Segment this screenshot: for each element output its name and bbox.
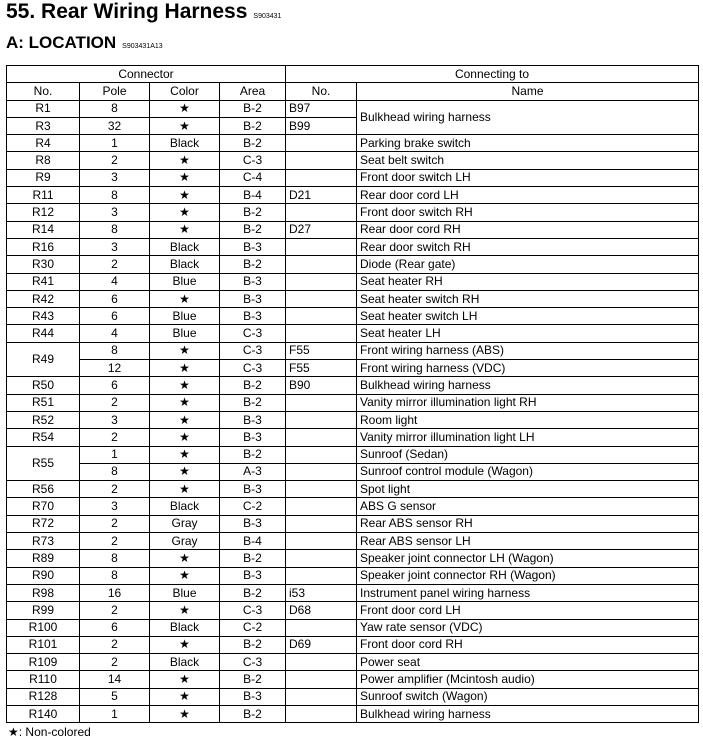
connecting-name-cell: Vanity mirror illumination light LH — [357, 429, 699, 446]
connector-no-cell: R73 — [7, 533, 80, 550]
color-cell: ★ — [150, 481, 220, 498]
table-row — [7, 152, 699, 169]
area-cell: B-2 — [220, 100, 286, 117]
pole-cell: 6 — [80, 619, 150, 636]
table-row — [7, 584, 699, 601]
connecting-name-cell: Sunroof (Sedan) — [357, 446, 699, 463]
connecting-name-cell: ABS G sensor — [357, 498, 699, 515]
connecting-no-cell: F55 — [286, 342, 357, 359]
section-code: S903431 — [253, 13, 282, 20]
area-cell: B-2 — [220, 584, 286, 601]
pole-cell: 2 — [80, 256, 150, 273]
color-cell: ★ — [150, 221, 220, 238]
color-cell: Black — [150, 135, 220, 152]
connecting-no-cell: i53 — [286, 584, 357, 601]
area-cell: B-3 — [220, 308, 286, 325]
color-cell: ★ — [150, 567, 220, 584]
connecting-name-cell: Speaker joint connector RH (Wagon) — [357, 567, 699, 584]
area-cell: B-4 — [220, 533, 286, 550]
connector-no-cell: R56 — [7, 481, 80, 498]
connector-no-cell: R128 — [7, 688, 80, 705]
connecting-name-cell: Power seat — [357, 654, 699, 671]
connecting-name-cell: Rear door switch RH — [357, 238, 699, 255]
color-cell: Blue — [150, 325, 220, 342]
connecting-no-cell — [286, 688, 357, 705]
connecting-name-cell: Seat belt switch — [357, 152, 699, 169]
pole-cell: 2 — [80, 533, 150, 550]
connector-no-cell: R55 — [7, 446, 80, 481]
area-cell: B-2 — [220, 671, 286, 688]
connecting-name-cell: Parking brake switch — [357, 135, 699, 152]
connecting-no-column-header: No. — [286, 83, 357, 100]
connecting-no-cell — [286, 481, 357, 498]
connector-no-cell: R70 — [7, 498, 80, 515]
subsection-title: A: LOCATION S903431A13 — [6, 33, 163, 52]
connector-table — [6, 65, 699, 723]
connecting-name-cell: Yaw rate sensor (VDC) — [357, 619, 699, 636]
connector-no-cell: R9 — [7, 169, 80, 186]
pole-cell: 8 — [80, 187, 150, 204]
area-cell: C-3 — [220, 325, 286, 342]
table-body — [7, 100, 699, 723]
pole-cell: 12 — [80, 360, 150, 377]
connector-no-cell: R14 — [7, 221, 80, 238]
pole-cell: 8 — [80, 221, 150, 238]
color-cell: Gray — [150, 533, 220, 550]
area-cell: C-3 — [220, 152, 286, 169]
connecting-no-cell — [286, 429, 357, 446]
connecting-no-cell — [286, 411, 357, 428]
connecting-no-cell — [286, 394, 357, 411]
area-cell: B-2 — [220, 636, 286, 653]
table-row — [7, 654, 699, 671]
connecting-name-cell: Front wiring harness (VDC) — [357, 360, 699, 377]
table-row — [7, 204, 699, 221]
pole-cell: 2 — [80, 636, 150, 653]
connecting-name-cell: Front door switch LH — [357, 169, 699, 186]
connecting-name-cell: Rear ABS sensor RH — [357, 515, 699, 532]
color-cell: ★ — [150, 100, 220, 117]
pole-cell: 2 — [80, 602, 150, 619]
color-cell: Black — [150, 256, 220, 273]
pole-cell: 1 — [80, 135, 150, 152]
color-cell: ★ — [150, 117, 220, 134]
area-cell: B-2 — [220, 204, 286, 221]
table-row — [7, 238, 699, 255]
no-column-header: No. — [7, 83, 80, 100]
table-row — [7, 533, 699, 550]
pole-cell: 2 — [80, 481, 150, 498]
pole-cell: 8 — [80, 100, 150, 117]
color-cell: Blue — [150, 273, 220, 290]
area-cell: B-2 — [220, 394, 286, 411]
table-row — [7, 463, 699, 480]
table-row — [7, 342, 699, 359]
connector-no-cell: R51 — [7, 394, 80, 411]
connecting-name-cell: Seat heater switch LH — [357, 308, 699, 325]
area-cell: C-3 — [220, 602, 286, 619]
color-cell: ★ — [150, 636, 220, 653]
table-row — [7, 256, 699, 273]
connector-no-cell: R43 — [7, 308, 80, 325]
connector-no-cell: R72 — [7, 515, 80, 532]
color-cell: Blue — [150, 584, 220, 601]
connector-no-cell: R30 — [7, 256, 80, 273]
connecting-no-cell — [286, 204, 357, 221]
area-cell: B-3 — [220, 273, 286, 290]
connecting-name-cell: Instrument panel wiring harness — [357, 584, 699, 601]
table-row — [7, 636, 699, 653]
color-cell: ★ — [150, 204, 220, 221]
pole-cell: 1 — [80, 705, 150, 722]
connecting-name-cell: Room light — [357, 411, 699, 428]
table-row — [7, 498, 699, 515]
pole-cell: 2 — [80, 515, 150, 532]
pole-cell: 6 — [80, 308, 150, 325]
connecting-no-cell — [286, 325, 357, 342]
color-cell: Gray — [150, 515, 220, 532]
connecting-no-cell: D21 — [286, 187, 357, 204]
area-column-header: Area — [220, 83, 286, 100]
color-cell: ★ — [150, 394, 220, 411]
area-cell: B-4 — [220, 187, 286, 204]
connecting-name-cell: Front door switch RH — [357, 204, 699, 221]
connecting-name-cell: Rear ABS sensor LH — [357, 533, 699, 550]
connecting-name-cell: Bulkhead wiring harness — [357, 377, 699, 394]
subsection-code: S903431A13 — [122, 43, 163, 50]
connecting-name-cell: Seat heater RH — [357, 273, 699, 290]
connector-no-cell: R100 — [7, 619, 80, 636]
table-row — [7, 187, 699, 204]
area-cell: B-3 — [220, 290, 286, 307]
connector-no-cell: R11 — [7, 187, 80, 204]
connecting-name-cell: Rear door cord LH — [357, 187, 699, 204]
table-row — [7, 290, 699, 307]
connecting-name-cell: Bulkhead wiring harness — [357, 100, 699, 135]
pole-cell: 3 — [80, 238, 150, 255]
connecting-name-cell: Front wiring harness (ABS) — [357, 342, 699, 359]
color-cell: ★ — [150, 602, 220, 619]
color-cell: ★ — [150, 360, 220, 377]
connecting-no-cell — [286, 308, 357, 325]
connector-no-cell: R49 — [7, 342, 80, 377]
connector-no-cell: R110 — [7, 671, 80, 688]
connecting-no-cell — [286, 290, 357, 307]
connecting-name-cell: Sunroof switch (Wagon) — [357, 688, 699, 705]
footnote: ★: Non-colored — [8, 725, 91, 739]
connector-no-cell: R101 — [7, 636, 80, 653]
connecting-no-cell: D69 — [286, 636, 357, 653]
pole-cell: 4 — [80, 325, 150, 342]
table-row — [7, 619, 699, 636]
area-cell: B-2 — [220, 446, 286, 463]
pole-cell: 8 — [80, 463, 150, 480]
pole-cell: 2 — [80, 429, 150, 446]
area-cell: B-2 — [220, 135, 286, 152]
connector-no-cell: R99 — [7, 602, 80, 619]
connecting-no-cell — [286, 567, 357, 584]
area-cell: B-2 — [220, 550, 286, 567]
table-row — [7, 221, 699, 238]
name-column-header: Name — [357, 83, 699, 100]
pole-cell: 2 — [80, 394, 150, 411]
table-row — [7, 567, 699, 584]
connecting-no-cell — [286, 238, 357, 255]
table-row — [7, 550, 699, 567]
connecting-name-cell: Speaker joint connector LH (Wagon) — [357, 550, 699, 567]
connecting-no-cell — [286, 705, 357, 722]
area-cell: B-2 — [220, 377, 286, 394]
area-cell: C-3 — [220, 360, 286, 377]
table-row — [7, 100, 699, 117]
connector-no-cell: R12 — [7, 204, 80, 221]
color-cell: Black — [150, 619, 220, 636]
connector-no-cell: R89 — [7, 550, 80, 567]
connecting-no-cell — [286, 152, 357, 169]
connecting-no-cell — [286, 515, 357, 532]
connector-no-cell: R42 — [7, 290, 80, 307]
table-row — [7, 169, 699, 186]
color-cell: ★ — [150, 152, 220, 169]
connecting-name-cell: Sunroof control module (Wagon) — [357, 463, 699, 480]
color-cell: ★ — [150, 342, 220, 359]
pole-column-header: Pole — [80, 83, 150, 100]
color-cell: ★ — [150, 550, 220, 567]
table-row — [7, 308, 699, 325]
connecting-no-cell: B90 — [286, 377, 357, 394]
connector-group-header: Connector — [7, 66, 286, 83]
connecting-no-cell: D68 — [286, 602, 357, 619]
connector-no-cell: R109 — [7, 654, 80, 671]
connecting-no-cell — [286, 550, 357, 567]
connecting-name-cell: Front door cord RH — [357, 636, 699, 653]
area-cell: A-3 — [220, 463, 286, 480]
area-cell: B-3 — [220, 238, 286, 255]
pole-cell: 3 — [80, 411, 150, 428]
connector-no-cell: R3 — [7, 117, 80, 134]
pole-cell: 6 — [80, 290, 150, 307]
pole-cell: 6 — [80, 377, 150, 394]
connecting-no-cell — [286, 169, 357, 186]
area-cell: B-3 — [220, 688, 286, 705]
area-cell: B-2 — [220, 221, 286, 238]
connecting-no-cell — [286, 533, 357, 550]
table-row — [7, 446, 699, 463]
pole-cell: 8 — [80, 342, 150, 359]
connector-no-cell: R52 — [7, 411, 80, 428]
table-row — [7, 515, 699, 532]
connecting-no-cell — [286, 671, 357, 688]
connecting-name-cell: Seat heater switch RH — [357, 290, 699, 307]
connecting-no-cell: B97 — [286, 100, 357, 117]
table-row — [7, 325, 699, 342]
color-cell: ★ — [150, 411, 220, 428]
color-cell: ★ — [150, 169, 220, 186]
table-row — [7, 602, 699, 619]
pole-cell: 8 — [80, 550, 150, 567]
connecting-no-cell — [286, 498, 357, 515]
color-cell: ★ — [150, 187, 220, 204]
connecting-name-cell: Front door cord LH — [357, 602, 699, 619]
connecting-name-cell: Power amplifier (Mcintosh audio) — [357, 671, 699, 688]
area-cell: B-3 — [220, 567, 286, 584]
area-cell: C-3 — [220, 342, 286, 359]
table-row — [7, 429, 699, 446]
area-cell: B-3 — [220, 429, 286, 446]
color-cell: ★ — [150, 688, 220, 705]
connecting-name-cell: Spot light — [357, 481, 699, 498]
pole-cell: 16 — [80, 584, 150, 601]
connecting-name-cell: Rear door cord RH — [357, 221, 699, 238]
connecting-no-cell — [286, 463, 357, 480]
connector-no-cell: R41 — [7, 273, 80, 290]
area-cell: B-3 — [220, 481, 286, 498]
connecting-no-cell: B99 — [286, 117, 357, 134]
area-cell: C-4 — [220, 169, 286, 186]
area-cell: B-3 — [220, 515, 286, 532]
connecting-no-cell — [286, 256, 357, 273]
area-cell: B-2 — [220, 117, 286, 134]
color-cell: Black — [150, 654, 220, 671]
connector-no-cell: R98 — [7, 584, 80, 601]
color-cell: Black — [150, 238, 220, 255]
connector-no-cell: R16 — [7, 238, 80, 255]
connecting-to-group-header: Connecting to — [286, 66, 699, 83]
table-row — [7, 360, 699, 377]
color-cell: ★ — [150, 671, 220, 688]
connecting-no-cell — [286, 273, 357, 290]
connector-no-cell: R44 — [7, 325, 80, 342]
connecting-no-cell: F55 — [286, 360, 357, 377]
connecting-name-cell: Seat heater LH — [357, 325, 699, 342]
connecting-no-cell — [286, 654, 357, 671]
connecting-no-cell — [286, 619, 357, 636]
pole-cell: 1 — [80, 446, 150, 463]
color-cell: ★ — [150, 463, 220, 480]
table-row — [7, 394, 699, 411]
table-row — [7, 481, 699, 498]
connecting-no-cell — [286, 446, 357, 463]
color-cell: Blue — [150, 308, 220, 325]
pole-cell: 32 — [80, 117, 150, 134]
color-cell: ★ — [150, 377, 220, 394]
pole-cell: 3 — [80, 169, 150, 186]
color-cell: ★ — [150, 290, 220, 307]
color-cell: ★ — [150, 705, 220, 722]
connector-no-cell: R50 — [7, 377, 80, 394]
pole-cell: 2 — [80, 654, 150, 671]
section-title: 55. Rear Wiring Harness S903431 — [6, 0, 282, 23]
pole-cell: 3 — [80, 498, 150, 515]
area-cell: C-3 — [220, 654, 286, 671]
color-cell: ★ — [150, 429, 220, 446]
area-cell: C-2 — [220, 619, 286, 636]
pole-cell: 3 — [80, 204, 150, 221]
area-cell: C-2 — [220, 498, 286, 515]
connector-no-cell: R1 — [7, 100, 80, 117]
connector-no-cell: R90 — [7, 567, 80, 584]
connecting-name-cell: Diode (Rear gate) — [357, 256, 699, 273]
connector-no-cell: R54 — [7, 429, 80, 446]
color-column-header: Color — [150, 83, 220, 100]
pole-cell: 2 — [80, 152, 150, 169]
pole-cell: 4 — [80, 273, 150, 290]
table-row — [7, 705, 699, 722]
pole-cell: 5 — [80, 688, 150, 705]
pole-cell: 14 — [80, 671, 150, 688]
connecting-name-cell: Bulkhead wiring harness — [357, 705, 699, 722]
connector-no-cell: R140 — [7, 705, 80, 722]
connector-no-cell: R8 — [7, 152, 80, 169]
connector-no-cell: R4 — [7, 135, 80, 152]
area-cell: B-3 — [220, 411, 286, 428]
connecting-name-cell: Vanity mirror illumination light RH — [357, 394, 699, 411]
color-cell: Black — [150, 498, 220, 515]
color-cell: ★ — [150, 446, 220, 463]
area-cell: B-2 — [220, 705, 286, 722]
table-row — [7, 411, 699, 428]
connecting-no-cell: D27 — [286, 221, 357, 238]
table-row — [7, 377, 699, 394]
table-row — [7, 688, 699, 705]
table-row — [7, 135, 699, 152]
connecting-no-cell — [286, 135, 357, 152]
area-cell: B-2 — [220, 256, 286, 273]
table-row — [7, 671, 699, 688]
pole-cell: 8 — [80, 567, 150, 584]
table-row — [7, 273, 699, 290]
